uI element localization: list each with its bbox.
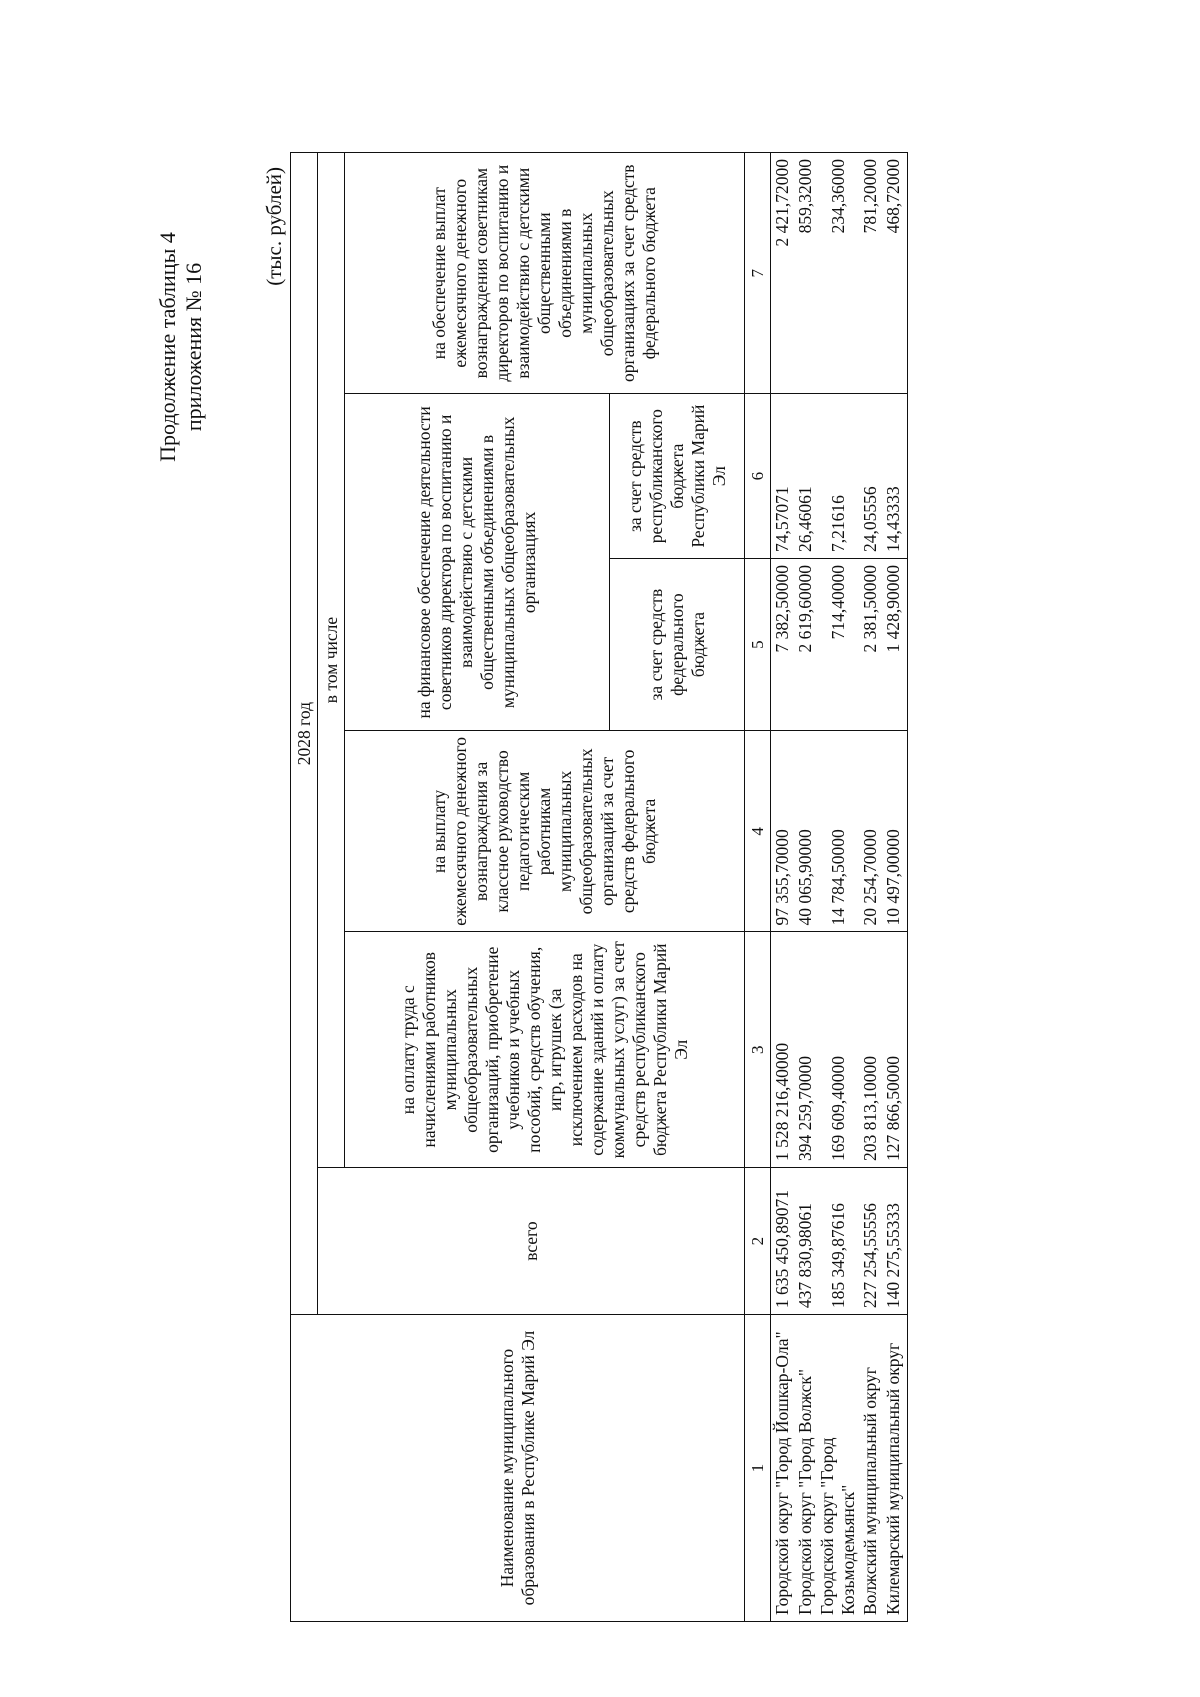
col6-value: 74,57071 bbox=[771, 394, 795, 559]
col5-value: 2 619,60000 bbox=[794, 558, 817, 730]
col-number: 6 bbox=[745, 394, 771, 559]
continuation-note bbox=[155, 197, 207, 497]
including-header: в том числе bbox=[318, 153, 345, 1168]
table-row bbox=[794, 153, 817, 1622]
col5-header: за счет средств федерального бюджета bbox=[610, 558, 745, 730]
total-value: 1 635 450,89071 bbox=[771, 1168, 795, 1315]
continuation-line-2: приложения № 16 bbox=[181, 262, 206, 432]
municipality-name: Городской округ "Город Козьмодемьянск" bbox=[817, 1315, 859, 1622]
col7-value: 2 421,72000 bbox=[771, 153, 795, 394]
col7-value: 859,32000 bbox=[794, 153, 817, 394]
table-row bbox=[882, 153, 908, 1622]
continuation-line-1: Продолжение таблицы 4 bbox=[155, 232, 180, 462]
col3-value: 203 813,10000 bbox=[859, 932, 882, 1168]
col4-value: 97 355,70000 bbox=[771, 731, 795, 932]
col4-value: 10 497,00000 bbox=[882, 731, 908, 932]
col5-value: 714,40000 bbox=[817, 558, 859, 730]
budget-table bbox=[290, 152, 908, 1622]
col4-value: 20 254,70000 bbox=[859, 731, 882, 932]
col3-value: 127 866,50000 bbox=[882, 932, 908, 1168]
col3-value: 394 259,70000 bbox=[794, 932, 817, 1168]
municipality-name: Городской округ "Город Йошкар-Ола" bbox=[771, 1315, 795, 1622]
table-row bbox=[771, 153, 795, 1622]
col56-header: на финансовое обеспечение деятельности советников директора по воспитанию и взаимодействию с детскими общественными объединениями в муниципальных общеобразовательных организациях bbox=[345, 394, 610, 731]
col-name-header: Наименование муниципального образования в Республике Марий Эл bbox=[291, 1315, 745, 1622]
col6-value: 14,43333 bbox=[882, 394, 908, 559]
col-number: 7 bbox=[745, 153, 771, 394]
col-number: 4 bbox=[745, 731, 771, 932]
col5-value: 1 428,90000 bbox=[882, 558, 908, 730]
col7-header: на обеспечение выплат ежемесячного денежного вознаграждения советникам директоров по воспитанию и взаимодействию с детскими общественными объединениями в муниципальных общеобразовательных организациях за счет средств федерального бюджета bbox=[345, 153, 745, 394]
municipality-name: Городской округ "Город Волжск" bbox=[794, 1315, 817, 1622]
col4-header: на выплату ежемесячного денежного вознаграждения за классное руководство педагогическим работникам муниципальных общеобразовательных организаций за счет средств федерального бюджета bbox=[345, 731, 745, 932]
col5-value: 2 381,50000 bbox=[859, 558, 882, 730]
col-number: 3 bbox=[745, 932, 771, 1168]
table-row bbox=[817, 153, 859, 1622]
col6-value: 26,46061 bbox=[794, 394, 817, 559]
total-value: 437 830,98061 bbox=[794, 1168, 817, 1315]
total-value: 227 254,55556 bbox=[859, 1168, 882, 1315]
header-row-year bbox=[291, 153, 318, 1622]
col4-value: 40 065,90000 bbox=[794, 731, 817, 932]
total-value: 185 349,87616 bbox=[817, 1168, 859, 1315]
col6-value: 24,05556 bbox=[859, 394, 882, 559]
municipality-name: Килемарский муниципальный округ bbox=[882, 1315, 908, 1622]
total-value: 140 275,55333 bbox=[882, 1168, 908, 1315]
year-header: 2028 год bbox=[291, 153, 318, 1315]
total-header: всего bbox=[318, 1168, 745, 1315]
col-number: 5 bbox=[745, 558, 771, 730]
col-number: 1 bbox=[745, 1315, 771, 1622]
col7-value: 234,36000 bbox=[817, 153, 859, 394]
col-number: 2 bbox=[745, 1168, 771, 1315]
col5-value: 7 382,50000 bbox=[771, 558, 795, 730]
col6-header: за счет средств республиканского бюджета Республики Марий Эл bbox=[610, 394, 745, 559]
col4-value: 14 784,50000 bbox=[817, 731, 859, 932]
table-row bbox=[859, 153, 882, 1622]
col7-value: 781,20000 bbox=[859, 153, 882, 394]
column-number-row bbox=[745, 153, 771, 1622]
col3-value: 169 609,40000 bbox=[817, 932, 859, 1168]
units-label: (тыс. рублей) bbox=[262, 167, 286, 286]
municipality-name: Волжский муниципальный округ bbox=[859, 1315, 882, 1622]
col3-header: на оплату труда с начислениями работников муниципальных общеобразовательных организаций, приобретение учебников и учебных пособий, средств обучения, игр, игрушек (за исключением расходов на содержание зданий и оплату коммунальных услуг) за счет средств республиканского бюджета Республики Марий Эл bbox=[345, 932, 745, 1168]
col7-value: 468,72000 bbox=[882, 153, 908, 394]
col3-value: 1 528 216,40000 bbox=[771, 932, 795, 1168]
col6-value: 7,21616 bbox=[817, 394, 859, 559]
